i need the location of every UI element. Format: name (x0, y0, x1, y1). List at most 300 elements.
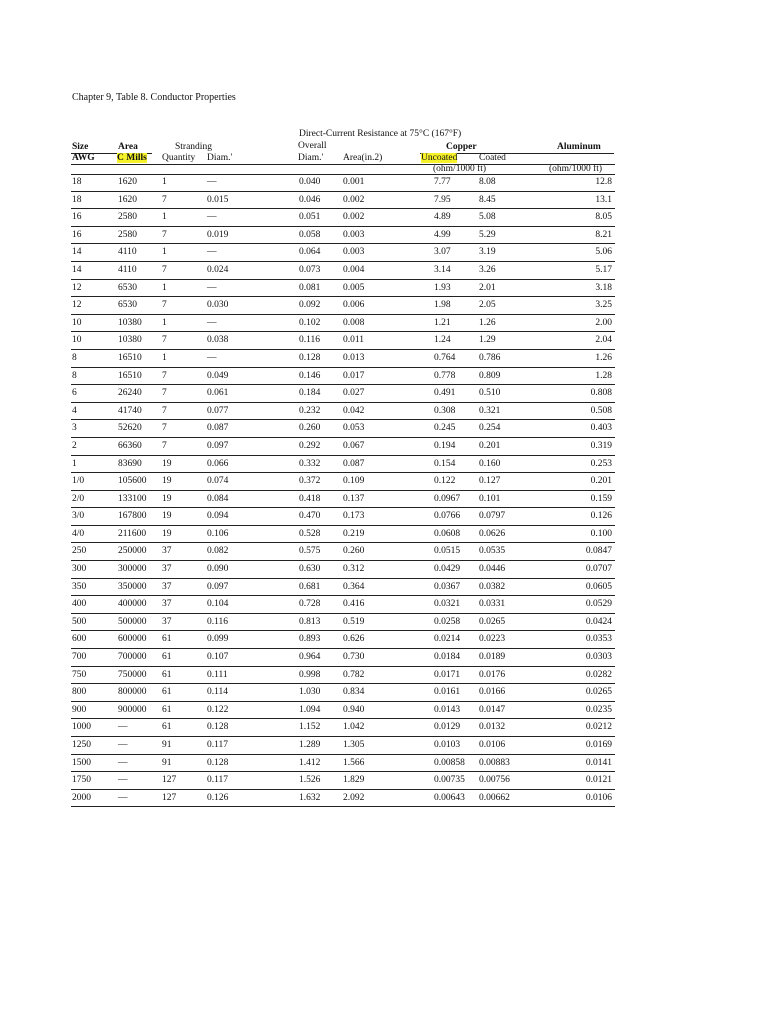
cell-strand-quantity: 37 (162, 581, 172, 592)
cell-strand-quantity: 37 (162, 546, 172, 557)
header-aluminum-unit: (ohm/1000 ft) (549, 164, 603, 174)
cell-copper-coated: 0.0535 (479, 546, 506, 557)
cell-area-cmills: 105600 (118, 476, 147, 487)
cell-area-cmills: 167800 (118, 511, 147, 522)
table-row (71, 631, 615, 649)
cell-overall-area: 0.782 (343, 669, 365, 680)
cell-overall-diameter: 0.116 (299, 335, 321, 346)
cell-size-awg: 1 (72, 458, 77, 469)
cell-area-cmills: 16510 (118, 352, 142, 363)
cell-area-cmills: 66360 (118, 440, 142, 451)
cell-aluminum: 5.17 (595, 264, 612, 275)
table-row (71, 420, 615, 438)
cell-overall-diameter: 0.964 (299, 652, 321, 663)
cell-strand-quantity: 7 (162, 335, 167, 346)
cell-strand-diameter: 0.097 (207, 440, 229, 451)
cell-size-awg: 750 (72, 669, 87, 680)
cell-area-cmills: 700000 (118, 652, 147, 663)
table-row (71, 244, 615, 262)
cell-aluminum: 0.403 (590, 423, 612, 434)
cell-copper-coated: 0.321 (479, 405, 501, 416)
cell-strand-diameter: — (207, 282, 217, 293)
table-row (71, 579, 615, 597)
table-row (71, 596, 615, 614)
table-row (71, 403, 615, 421)
cell-copper-uncoated: 0.154 (434, 458, 456, 469)
cell-copper-coated: 0.254 (479, 423, 501, 434)
cell-strand-quantity: 1 (162, 177, 167, 187)
cell-overall-area: 0.005 (343, 282, 365, 293)
cell-strand-diameter: 0.094 (207, 511, 229, 522)
cell-strand-diameter: 0.077 (207, 405, 229, 416)
cell-area-cmills: 1620 (118, 194, 137, 205)
cell-copper-uncoated: 0.0171 (434, 669, 461, 680)
cell-area-cmills: 500000 (118, 616, 147, 627)
cell-size-awg: 800 (72, 687, 87, 698)
cell-copper-coated: 5.08 (479, 212, 496, 223)
cell-size-awg: 18 (72, 194, 82, 205)
cell-copper-coated: 2.05 (479, 300, 496, 311)
cell-copper-uncoated: 1.98 (434, 300, 451, 311)
cell-aluminum: 12.8 (595, 177, 612, 187)
header-strand-diam: Diam.' (207, 153, 233, 163)
cell-copper-coated: 3.26 (479, 264, 496, 275)
cell-overall-diameter: 1.412 (299, 757, 321, 768)
cell-overall-area: 0.003 (343, 247, 365, 258)
cell-area-cmills: 16510 (118, 370, 142, 381)
cell-area-cmills: — (118, 757, 128, 768)
header-area: Area (118, 142, 138, 152)
cell-overall-diameter: 0.332 (299, 458, 321, 469)
cell-copper-uncoated: 0.778 (434, 370, 456, 381)
cell-copper-uncoated: 0.0258 (434, 616, 461, 627)
header-dc-resistance: Direct-Current Resistance at 75°C (167°F) (299, 129, 462, 139)
cell-strand-diameter: 0.106 (207, 528, 229, 539)
cell-area-cmills: 250000 (118, 546, 147, 557)
table-row (71, 473, 615, 491)
cell-aluminum: 0.0212 (585, 722, 612, 733)
cell-overall-area: 1.566 (343, 757, 365, 768)
cell-overall-diameter: 0.998 (299, 669, 321, 680)
cell-copper-uncoated: 0.0429 (434, 564, 461, 575)
cell-area-cmills: 350000 (118, 581, 147, 592)
cell-size-awg: 16 (72, 229, 82, 240)
header-overall: Overall (298, 141, 327, 151)
cell-strand-diameter: 0.099 (207, 634, 229, 645)
cell-strand-quantity: 61 (162, 652, 172, 663)
cell-strand-diameter: 0.061 (207, 388, 229, 399)
cell-strand-diameter: 0.097 (207, 581, 229, 592)
cell-copper-uncoated: 0.00858 (434, 757, 465, 768)
cell-overall-diameter: 0.184 (299, 388, 321, 399)
cell-strand-diameter: 0.126 (207, 792, 229, 803)
cell-strand-quantity: 61 (162, 669, 172, 680)
cell-strand-diameter: 0.015 (207, 194, 229, 205)
header-coated: Coated (479, 153, 506, 163)
cell-aluminum: 0.0424 (585, 616, 612, 627)
cell-overall-diameter: 0.146 (299, 370, 321, 381)
cell-aluminum: 0.0707 (585, 564, 612, 575)
cell-area-cmills: 41740 (118, 405, 142, 416)
cell-size-awg: 2/0 (72, 493, 85, 504)
cell-strand-diameter: 0.128 (207, 722, 229, 733)
header-size: Size (72, 142, 89, 152)
cell-size-awg: 14 (72, 264, 82, 275)
header-overall-area: Area(in.2) (343, 153, 383, 163)
cell-aluminum: 0.0353 (585, 634, 612, 645)
cell-copper-uncoated: 4.89 (434, 212, 451, 223)
cell-copper-uncoated: 0.122 (434, 476, 456, 487)
cell-overall-diameter: 0.418 (299, 493, 321, 504)
cell-area-cmills: 52620 (118, 423, 142, 434)
cell-size-awg: 400 (72, 599, 87, 610)
cell-copper-coated: 0.510 (479, 388, 501, 399)
cell-overall-area: 0.013 (343, 352, 365, 363)
cell-strand-quantity: 7 (162, 405, 167, 416)
cell-copper-uncoated: 1.21 (434, 317, 451, 328)
cell-strand-diameter: 0.049 (207, 370, 229, 381)
cell-aluminum: 0.0265 (585, 687, 612, 698)
cell-copper-coated: 5.29 (479, 229, 496, 240)
cell-size-awg: 16 (72, 212, 82, 223)
cell-strand-quantity: 7 (162, 300, 167, 311)
cell-copper-uncoated: 0.00643 (434, 792, 465, 803)
cell-aluminum: 0.0847 (585, 546, 612, 557)
cell-overall-area: 0.834 (343, 687, 365, 698)
cell-overall-area: 0.006 (343, 300, 365, 311)
cell-area-cmills: 6530 (118, 300, 137, 311)
cell-copper-coated: 0.0382 (479, 581, 506, 592)
cell-copper-coated: 0.00883 (479, 757, 510, 768)
header-overall-diam: Diam.' (298, 153, 324, 163)
cell-area-cmills: 10380 (118, 335, 142, 346)
cell-copper-coated: 0.0132 (479, 722, 506, 733)
cell-area-cmills: 133100 (118, 493, 147, 504)
cell-copper-coated: 0.0166 (479, 687, 506, 698)
cell-overall-diameter: 1.632 (299, 792, 321, 803)
cell-copper-uncoated: 0.194 (434, 440, 456, 451)
table-row (71, 755, 615, 773)
table-row (71, 368, 615, 386)
cell-strand-quantity: 1 (162, 352, 167, 363)
cell-copper-uncoated: 0.0321 (434, 599, 461, 610)
cell-strand-quantity: 1 (162, 247, 167, 258)
cell-aluminum: 0.0121 (585, 775, 612, 786)
cell-strand-quantity: 1 (162, 212, 167, 223)
cell-strand-quantity: 7 (162, 423, 167, 434)
cell-overall-diameter: 0.073 (299, 264, 321, 275)
cell-copper-coated: 0.00662 (479, 792, 510, 803)
cell-strand-diameter: — (207, 352, 217, 363)
cell-area-cmills: 600000 (118, 634, 147, 645)
table-row (71, 227, 615, 245)
cell-copper-coated: 0.786 (479, 352, 501, 363)
cell-overall-diameter: 0.260 (299, 423, 321, 434)
cell-size-awg: 3 (72, 423, 77, 434)
cell-overall-area: 0.008 (343, 317, 365, 328)
header-cmills (117, 153, 147, 164)
cell-copper-coated: 0.00756 (479, 775, 510, 786)
cell-size-awg: 14 (72, 247, 82, 258)
cell-overall-diameter: 0.630 (299, 564, 321, 575)
cell-overall-area: 0.364 (343, 581, 365, 592)
cell-overall-diameter: 1.289 (299, 740, 321, 750)
cell-aluminum: 1.26 (595, 352, 612, 363)
cell-area-cmills: 26240 (118, 388, 142, 399)
cell-size-awg: 700 (72, 652, 87, 663)
cell-aluminum: 0.201 (590, 476, 612, 487)
cell-overall-area: 0.137 (343, 493, 365, 504)
cell-copper-coated: 0.0189 (479, 652, 506, 663)
cell-strand-quantity: 61 (162, 722, 172, 733)
cell-overall-diameter: 1.030 (299, 687, 321, 698)
table-row (71, 332, 615, 350)
cell-strand-diameter: 0.116 (207, 616, 229, 627)
cell-copper-coated: 2.01 (479, 282, 496, 293)
cell-copper-coated: 0.0446 (479, 564, 506, 575)
cell-overall-diameter: 0.046 (299, 194, 321, 205)
cell-strand-quantity: 61 (162, 704, 172, 715)
table-row (71, 790, 615, 808)
cell-copper-uncoated: 1.93 (434, 282, 451, 293)
cell-area-cmills: — (118, 792, 128, 803)
cell-overall-diameter: 0.528 (299, 528, 321, 539)
cell-aluminum: 0.0141 (585, 757, 612, 768)
table-row (71, 737, 615, 755)
cell-overall-diameter: 0.728 (299, 599, 321, 610)
cell-copper-uncoated: 0.0608 (434, 528, 461, 539)
cell-aluminum: 0.253 (590, 458, 612, 469)
cell-strand-diameter: — (207, 317, 217, 328)
cell-copper-coated: 0.0265 (479, 616, 506, 627)
cell-size-awg: 6 (72, 388, 77, 399)
cell-strand-diameter: 0.038 (207, 335, 229, 346)
cell-copper-coated: 0.101 (479, 493, 501, 504)
cell-copper-uncoated: 0.0184 (434, 652, 461, 663)
cell-aluminum: 0.0282 (585, 669, 612, 680)
cell-overall-diameter: 0.813 (299, 616, 321, 627)
cell-overall-area: 0.067 (343, 440, 365, 451)
cell-area-cmills: 400000 (118, 599, 147, 610)
table-row (71, 350, 615, 368)
cell-aluminum: 3.18 (595, 282, 612, 293)
cell-overall-diameter: 0.102 (299, 317, 321, 328)
cell-strand-quantity: 91 (162, 740, 172, 750)
cell-area-cmills: 211600 (118, 528, 147, 539)
cell-overall-area: 0.003 (343, 229, 365, 240)
cell-size-awg: 1500 (72, 757, 91, 768)
cell-overall-area: 0.519 (343, 616, 365, 627)
cell-overall-diameter: 0.051 (299, 212, 321, 223)
cell-copper-coated: 3.19 (479, 247, 496, 258)
cell-copper-uncoated: 0.0103 (434, 740, 461, 750)
table-row (71, 649, 615, 667)
cell-size-awg: 18 (72, 177, 82, 187)
cell-strand-quantity: 37 (162, 564, 172, 575)
cell-size-awg: 300 (72, 564, 87, 575)
cell-aluminum: 1.28 (595, 370, 612, 381)
cell-size-awg: 1750 (72, 775, 91, 786)
cell-size-awg: 2 (72, 440, 77, 451)
cell-strand-quantity: 7 (162, 440, 167, 451)
cell-overall-diameter: 0.575 (299, 546, 321, 557)
cell-copper-uncoated: 0.0367 (434, 581, 461, 592)
cell-strand-diameter: 0.090 (207, 564, 229, 575)
cell-overall-diameter: 0.292 (299, 440, 321, 451)
cell-copper-uncoated: 4.99 (434, 229, 451, 240)
header-uncoated (421, 153, 457, 164)
cell-strand-quantity: 1 (162, 317, 167, 328)
cell-copper-uncoated: 0.00735 (434, 775, 465, 786)
cell-area-cmills: — (118, 722, 128, 733)
cell-copper-uncoated: 7.77 (434, 177, 451, 187)
cell-area-cmills: 6530 (118, 282, 137, 293)
cell-size-awg: 1000 (72, 722, 91, 733)
cell-strand-diameter: 0.114 (207, 687, 229, 698)
cell-size-awg: 1250 (72, 740, 91, 750)
table-row (71, 297, 615, 315)
cell-copper-uncoated: 0.245 (434, 423, 456, 434)
table-row (71, 280, 615, 298)
cell-copper-coated: 8.45 (479, 194, 496, 205)
cell-copper-coated: 0.0176 (479, 669, 506, 680)
cell-aluminum: 0.0529 (585, 599, 612, 610)
cell-area-cmills: 83690 (118, 458, 142, 469)
table-row (71, 543, 615, 561)
cell-strand-quantity: 19 (162, 511, 172, 522)
cell-size-awg: 2000 (72, 792, 91, 803)
cell-strand-quantity: 1 (162, 282, 167, 293)
cell-copper-coated: 0.127 (479, 476, 501, 487)
cell-copper-uncoated: 0.0967 (434, 493, 461, 504)
header-copper-unit: (ohm/1000 ft) (433, 164, 487, 174)
header-awg: AWG (72, 153, 95, 163)
cell-area-cmills: 300000 (118, 564, 147, 575)
cell-aluminum: 0.0106 (585, 792, 612, 803)
cell-copper-coated: 1.29 (479, 335, 496, 346)
cell-copper-coated: 0.809 (479, 370, 501, 381)
cell-copper-coated: 0.0797 (479, 511, 506, 522)
cmills-highlight: C Mills (117, 153, 147, 163)
cell-overall-area: 0.002 (343, 212, 365, 223)
cell-overall-area: 0.730 (343, 652, 365, 663)
cell-copper-coated: 1.26 (479, 317, 496, 328)
cell-size-awg: 4/0 (72, 528, 85, 539)
cell-strand-diameter: 0.128 (207, 757, 229, 768)
table-row (71, 209, 615, 227)
table-row (71, 262, 615, 280)
cell-aluminum: 0.319 (590, 440, 612, 451)
table-row (71, 456, 615, 474)
cell-strand-quantity: 19 (162, 528, 172, 539)
cell-aluminum: 0.0235 (585, 704, 612, 715)
cell-copper-coated: 0.0331 (479, 599, 506, 610)
cell-overall-diameter: 0.470 (299, 511, 321, 522)
cell-overall-area: 0.027 (343, 388, 365, 399)
cell-copper-uncoated: 0.308 (434, 405, 456, 416)
cell-aluminum: 0.0605 (585, 581, 612, 592)
header-quantity: Quantity (162, 153, 196, 163)
cell-strand-quantity: 7 (162, 388, 167, 399)
cell-strand-quantity: 19 (162, 493, 172, 504)
cell-copper-coated: 0.0223 (479, 634, 506, 645)
cell-overall-diameter: 0.128 (299, 352, 321, 363)
table-rows (71, 174, 615, 807)
cell-overall-area: 0.001 (343, 177, 365, 187)
cell-overall-area: 1.829 (343, 775, 365, 786)
cell-strand-quantity: 7 (162, 229, 167, 240)
table-row (71, 667, 615, 685)
cell-strand-diameter: 0.111 (207, 669, 228, 680)
table-row (71, 491, 615, 509)
cell-strand-diameter: 0.084 (207, 493, 229, 504)
table-row (71, 684, 615, 702)
cell-aluminum: 8.21 (595, 229, 612, 240)
cell-size-awg: 500 (72, 616, 87, 627)
cell-copper-uncoated: 0.764 (434, 352, 456, 363)
cell-overall-diameter: 0.040 (299, 177, 321, 187)
cell-strand-diameter: — (207, 212, 217, 223)
cell-copper-coated: 0.0106 (479, 740, 506, 750)
cell-strand-quantity: 37 (162, 599, 172, 610)
cell-size-awg: 8 (72, 352, 77, 363)
cell-strand-diameter: 0.019 (207, 229, 229, 240)
cell-overall-area: 1.042 (343, 722, 365, 733)
cell-strand-diameter: 0.107 (207, 652, 229, 663)
cell-area-cmills: 2580 (118, 229, 137, 240)
cell-strand-diameter: 0.030 (207, 300, 229, 311)
cell-strand-diameter: 0.082 (207, 546, 229, 557)
cell-area-cmills: 1620 (118, 177, 137, 187)
cell-area-cmills: 900000 (118, 704, 147, 715)
cell-copper-uncoated: 0.0143 (434, 704, 461, 715)
cell-strand-diameter: 0.122 (207, 704, 229, 715)
cell-size-awg: 10 (72, 317, 82, 328)
cell-aluminum: 5.06 (595, 247, 612, 258)
header-stranding: Stranding (175, 142, 212, 152)
cell-strand-diameter: — (207, 247, 217, 258)
cell-overall-diameter: 0.081 (299, 282, 321, 293)
cell-strand-diameter: 0.074 (207, 476, 229, 487)
cell-size-awg: 12 (72, 300, 82, 311)
cell-overall-diameter: 1.094 (299, 704, 321, 715)
cell-area-cmills: 4110 (118, 264, 137, 275)
cell-size-awg: 250 (72, 546, 87, 557)
cell-size-awg: 1/0 (72, 476, 85, 487)
cell-overall-area: 0.004 (343, 264, 365, 275)
cell-aluminum: 0.508 (590, 405, 612, 416)
table-row (71, 315, 615, 333)
cell-copper-uncoated: 0.0129 (434, 722, 461, 733)
cell-overall-area: 0.626 (343, 634, 365, 645)
cell-copper-uncoated: 3.14 (434, 264, 451, 275)
cell-size-awg: 900 (72, 704, 87, 715)
cell-strand-diameter: 0.117 (207, 740, 229, 750)
cell-overall-area: 0.312 (343, 564, 365, 575)
cell-strand-diameter: 0.104 (207, 599, 229, 610)
cell-size-awg: 4 (72, 405, 77, 416)
table-row (71, 385, 615, 403)
cell-overall-diameter: 0.372 (299, 476, 321, 487)
table-row (71, 508, 615, 526)
cell-strand-quantity: 127 (162, 775, 177, 786)
cell-overall-area: 0.002 (343, 194, 365, 205)
cell-aluminum: 2.04 (595, 335, 612, 346)
table-row (71, 614, 615, 632)
header-aluminum: Aluminum (557, 142, 601, 152)
cell-strand-quantity: 19 (162, 476, 172, 487)
cell-overall-diameter: 0.092 (299, 300, 321, 311)
